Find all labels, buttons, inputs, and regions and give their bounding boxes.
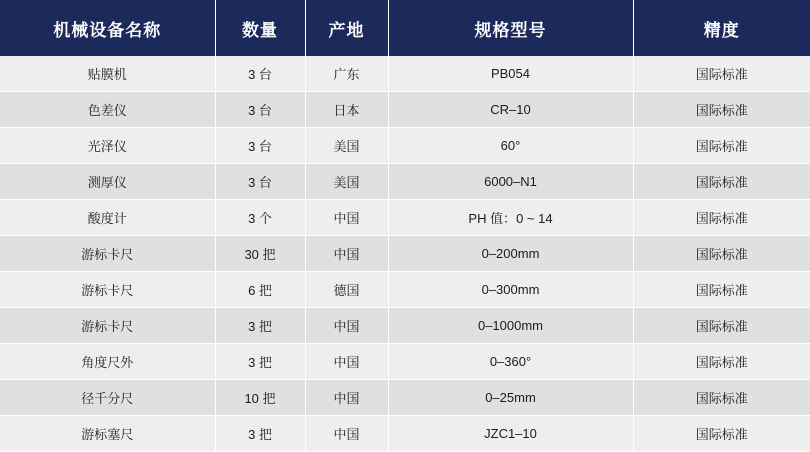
equipment-quantity-cell: 10 把	[215, 380, 305, 416]
equipment-spec-cell: PH 值：0 ~ 14	[388, 200, 633, 236]
equipment-spec-cell: 6000–N1	[388, 164, 633, 200]
equipment-spec-cell: 0–1000mm	[388, 308, 633, 344]
equipment-origin-cell: 日本	[305, 92, 388, 128]
equipment-origin-cell: 美国	[305, 128, 388, 164]
equipment-origin-cell: 中国	[305, 200, 388, 236]
table-row	[0, 56, 810, 92]
equipment-precision-cell: 国际标准	[633, 128, 810, 164]
equipment-quantity-cell: 3 台	[215, 92, 305, 128]
equipment-quantity-cell: 3 台	[215, 164, 305, 200]
equipment-name-cell: 游标卡尺	[0, 308, 215, 344]
equipment-precision-cell: 国际标准	[633, 416, 810, 452]
table-row	[0, 92, 810, 128]
equipment-precision-cell: 国际标准	[633, 56, 810, 92]
equipment-name-cell: 游标卡尺	[0, 236, 215, 272]
equipment-origin-cell: 德国	[305, 272, 388, 308]
equipment-origin-cell: 广东	[305, 56, 388, 92]
equipment-precision-cell: 国际标准	[633, 272, 810, 308]
table-row	[0, 308, 810, 344]
equipment-name-cell: 光泽仪	[0, 128, 215, 164]
equipment-origin-cell: 中国	[305, 416, 388, 452]
column-header-quantity: 数量	[215, 0, 305, 56]
table-row	[0, 164, 810, 200]
table-body	[0, 56, 810, 452]
equipment-precision-cell: 国际标准	[633, 92, 810, 128]
table-row	[0, 200, 810, 236]
column-header-origin: 产地	[305, 0, 388, 56]
table-row	[0, 236, 810, 272]
equipment-quantity-cell: 3 台	[215, 56, 305, 92]
equipment-quantity-cell: 30 把	[215, 236, 305, 272]
table-header	[0, 0, 810, 56]
table-row	[0, 344, 810, 380]
equipment-quantity-cell: 3 把	[215, 416, 305, 452]
equipment-quantity-cell: 3 个	[215, 200, 305, 236]
equipment-name-cell: 测厚仪	[0, 164, 215, 200]
equipment-spec-cell: 0–25mm	[388, 380, 633, 416]
table-row	[0, 416, 810, 452]
equipment-precision-cell: 国际标准	[633, 344, 810, 380]
equipment-name-cell: 色差仪	[0, 92, 215, 128]
table-row	[0, 128, 810, 164]
equipment-spec-cell: 0–300mm	[388, 272, 633, 308]
equipment-quantity-cell: 3 把	[215, 344, 305, 380]
equipment-quantity-cell: 6 把	[215, 272, 305, 308]
equipment-quantity-cell: 3 把	[215, 308, 305, 344]
equipment-origin-cell: 中国	[305, 344, 388, 380]
equipment-origin-cell: 中国	[305, 308, 388, 344]
equipment-spec-cell: JZC1–10	[388, 416, 633, 452]
equipment-spec-cell: 0–360°	[388, 344, 633, 380]
equipment-precision-cell: 国际标准	[633, 380, 810, 416]
equipment-spec-cell: PB054	[388, 56, 633, 92]
equipment-name-cell: 角度尺外	[0, 344, 215, 380]
equipment-precision-cell: 国际标准	[633, 200, 810, 236]
table-row	[0, 380, 810, 416]
equipment-origin-cell: 中国	[305, 236, 388, 272]
equipment-spec-cell: CR–10	[388, 92, 633, 128]
column-header-name: 机械设备名称	[0, 0, 215, 56]
equipment-origin-cell: 中国	[305, 380, 388, 416]
column-header-precision: 精度	[633, 0, 810, 56]
equipment-spec-cell: 0–200mm	[388, 236, 633, 272]
equipment-name-cell: 径千分尺	[0, 380, 215, 416]
table-row	[0, 272, 810, 308]
equipment-spec-cell: 60°	[388, 128, 633, 164]
equipment-origin-cell: 美国	[305, 164, 388, 200]
equipment-name-cell: 游标塞尺	[0, 416, 215, 452]
equipment-precision-cell: 国际标准	[633, 164, 810, 200]
column-header-spec: 规格型号	[388, 0, 633, 56]
equipment-name-cell: 贴膜机	[0, 56, 215, 92]
equipment-name-cell: 游标卡尺	[0, 272, 215, 308]
table-header-row	[0, 0, 810, 56]
equipment-precision-cell: 国际标准	[633, 236, 810, 272]
equipment-precision-cell: 国际标准	[633, 308, 810, 344]
equipment-name-cell: 酸度计	[0, 200, 215, 236]
equipment-quantity-cell: 3 台	[215, 128, 305, 164]
